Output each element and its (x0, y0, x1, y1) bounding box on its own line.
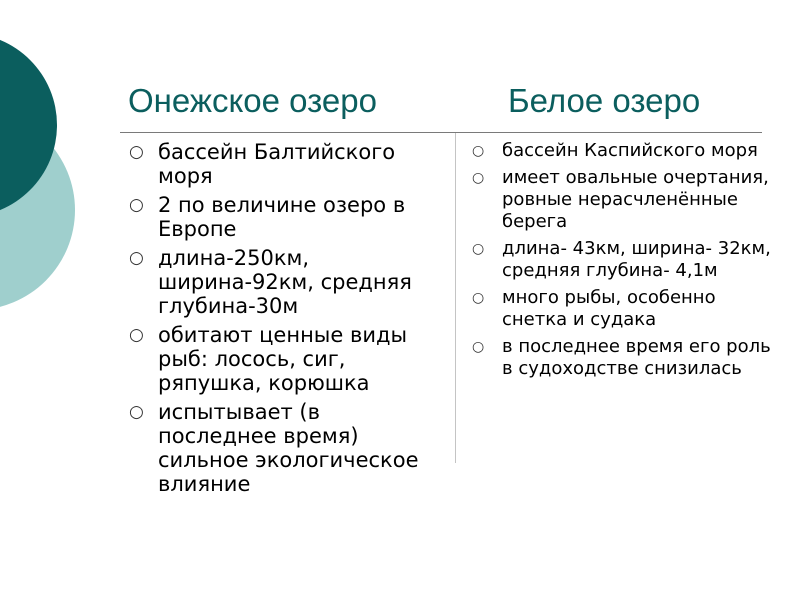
bullet-icon: ○ (472, 143, 485, 159)
bullet-icon: ○ (472, 170, 485, 186)
left-item-text: бассейн Балтийского моря (158, 140, 396, 188)
bullet-icon: ○ (129, 402, 144, 422)
bullet-icon: ○ (472, 339, 485, 355)
bullet-icon: ○ (472, 241, 485, 257)
bullet-icon: ○ (129, 195, 144, 215)
right-column-title: Белое озеро (508, 82, 701, 119)
right-list-item (472, 336, 782, 380)
title-underline (120, 132, 762, 133)
right-list-item (472, 238, 782, 282)
left-list-item (129, 140, 429, 188)
bullet-icon: ○ (129, 248, 144, 268)
right-item-text: длина- 43км, ширина- 32км, средняя глубина- 4,1м (502, 238, 771, 281)
bullet-icon: ○ (129, 142, 144, 162)
right-bullet-list (472, 140, 782, 385)
left-column-title: Онежское озеро (128, 82, 377, 119)
left-list-item (129, 323, 429, 395)
right-item-text: много рыбы, особенно снетка и судака (502, 287, 716, 330)
left-list-item (129, 246, 429, 318)
left-item-text: обитают ценные виды рыб: лосось, сиг, ряпушка, корюшка (158, 323, 408, 395)
right-list-item (472, 140, 782, 162)
left-item-text: длина-250км, ширина-92км, средняя глубина-30м (158, 246, 412, 318)
column-divider (455, 133, 456, 463)
left-item-text: 2 по величине озеро в Европе (158, 193, 406, 241)
left-item-text: испытывает (в последнее время) сильное экологическое влияние (158, 400, 419, 496)
left-list-item (129, 193, 429, 241)
left-list-item (129, 400, 429, 496)
right-list-item (472, 287, 782, 331)
bullet-icon: ○ (129, 325, 144, 345)
left-bullet-list (129, 140, 429, 501)
right-item-text: в последнее время его роль в судоходстве снизилась (502, 336, 771, 379)
right-item-text: имеет овальные очертания, ровные нерасчленённые берега (502, 167, 769, 232)
bullet-icon: ○ (472, 290, 485, 306)
right-item-text: бассейн Каспийского моря (502, 140, 758, 161)
right-list-item (472, 167, 782, 233)
